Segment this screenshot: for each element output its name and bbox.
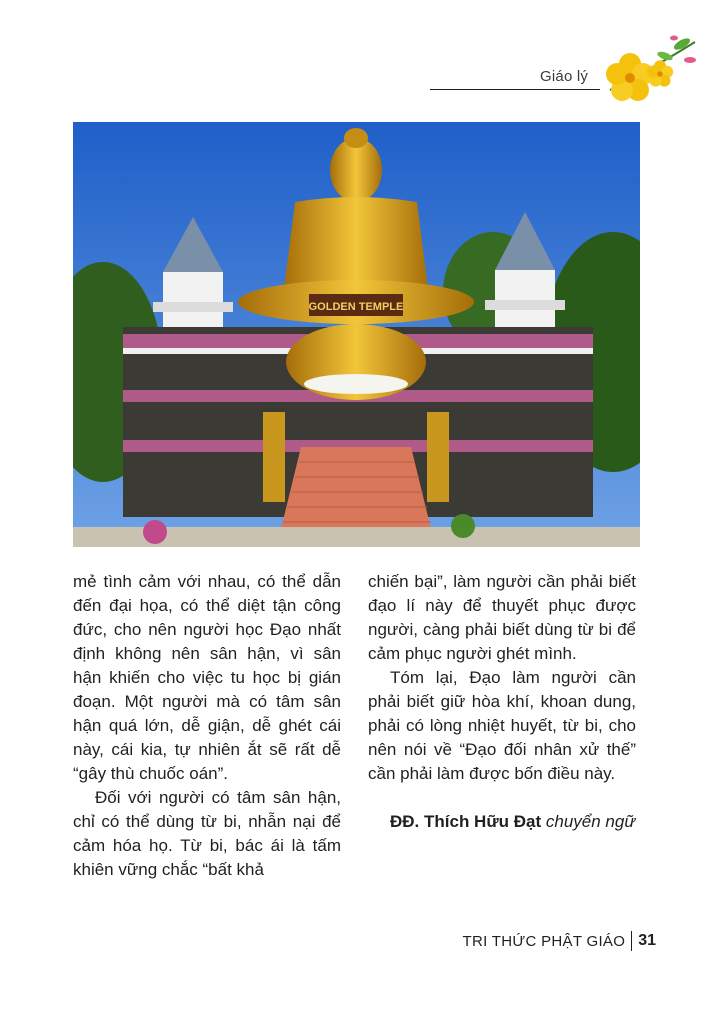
paragraph: Đối với người có tâm sân hận, chỉ có thể dùng từ bi, nhẫn nại để cảm hóa họ. Từ bi, bác ái là tấm khiên vững chắc “bất khả bbox=[73, 788, 341, 879]
right-column bbox=[368, 570, 636, 834]
magazine-title: TRI THỨC PHẬT GIÁO bbox=[462, 932, 626, 950]
signature-role: chuyển ngữ bbox=[545, 812, 636, 831]
page-footer bbox=[463, 931, 656, 951]
temple-photo bbox=[73, 122, 640, 547]
footer-divider bbox=[631, 931, 632, 951]
paragraph: mẻ tình cảm với nhau, có thể dẫn đến đại họa, có thể diệt tận công đức, cho nên người học Đạo nhất định không nên sân hận, vì sân hận khiến cho việc tu học bị gián đoạn. Một người mà có tâm sân hận quá lớn, dễ giận, dễ ghét cái này, cái kia, tự nhiên ắt sẽ rất dễ “gây thù chuốc oán”. bbox=[73, 572, 341, 783]
temple-sign-text: GOLDEN TEMPLE bbox=[308, 301, 404, 313]
signature-name: ĐĐ. Thích Hữu Đạt bbox=[390, 812, 542, 831]
header-rule bbox=[430, 89, 600, 90]
paragraph: chiến bại”, làm người cần phải biết đạo lí này để thuyết phục được người, càng phải biết dùng từ bi để cảm phục người ghét mình. bbox=[368, 572, 636, 663]
paragraph: Tóm lại, Đạo làm người cần phải biết giữ hòa khí, khoan dung, phải có lòng nhiệt huyết, từ bi, cho nên nói về “Đạo đối nhân xử thế” cần phải làm được bốn điều này. bbox=[368, 668, 636, 783]
signature bbox=[368, 810, 636, 834]
section-label: Giáo lý bbox=[540, 68, 589, 85]
page-number: 31 bbox=[638, 932, 656, 949]
yellow-flower-icon bbox=[590, 30, 700, 120]
left-column bbox=[73, 570, 341, 882]
